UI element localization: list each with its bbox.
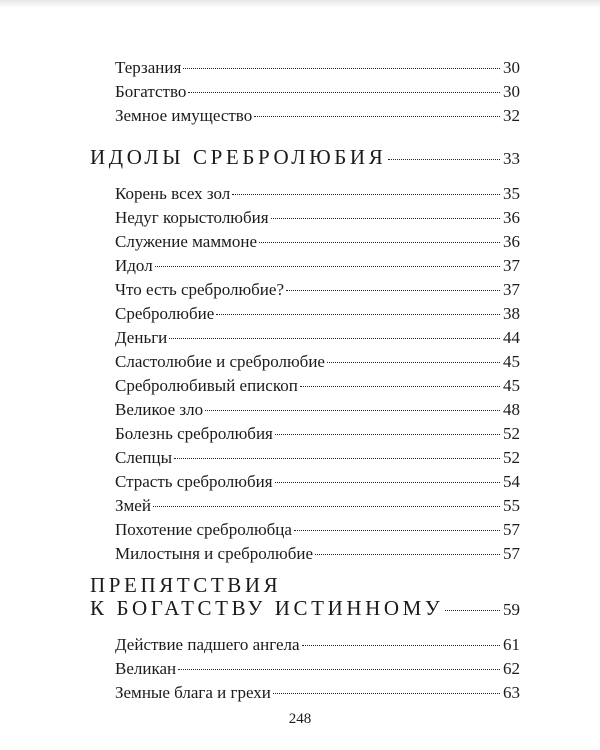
toc-entry[interactable]	[115, 543, 520, 565]
dot-leader	[327, 362, 500, 363]
toc-entry-page: 36	[503, 208, 520, 227]
toc-entry-page: 36	[503, 232, 520, 251]
dot-leader	[153, 506, 500, 507]
dot-leader	[302, 645, 500, 646]
toc-entry-title: Деньги	[115, 328, 168, 347]
toc-section-page: 59	[503, 600, 520, 619]
toc-entry[interactable]	[115, 658, 520, 680]
toc-entry[interactable]	[115, 634, 520, 656]
toc-entry-title: Болезнь сребролюбия	[115, 424, 273, 443]
dot-leader	[169, 338, 500, 339]
toc-entry-title: Великан	[115, 659, 177, 678]
toc-entry[interactable]	[115, 183, 520, 205]
toc-entry[interactable]	[115, 495, 520, 517]
toc-entry-title: Похотение сребролюбца	[115, 520, 292, 539]
toc-entry-page: 37	[503, 280, 520, 299]
toc-entry-page: 45	[503, 352, 520, 371]
dot-leader	[275, 482, 500, 483]
toc-entry-title: Сребролюбивый епископ	[115, 376, 298, 395]
dot-leader	[155, 266, 500, 267]
dot-leader	[254, 116, 500, 117]
toc-entry[interactable]	[115, 682, 520, 704]
toc-entry[interactable]	[115, 471, 520, 493]
toc-entry-title: Сребролюбие	[115, 304, 215, 323]
dot-leader	[294, 530, 500, 531]
toc-section-title-line1[interactable]: ПРЕПЯТСТВИЯ	[90, 573, 282, 597]
dot-leader	[273, 693, 500, 694]
toc-entry[interactable]	[115, 207, 520, 229]
toc-entry-page: 63	[503, 683, 520, 702]
toc-entry[interactable]	[115, 105, 520, 127]
toc-section-title: ИДОЛЫ СРЕБРОЛЮБИЯ	[90, 145, 387, 169]
toc-entry-page: 61	[503, 635, 520, 654]
dot-leader	[445, 610, 500, 611]
toc-entry-page: 55	[503, 496, 520, 515]
toc-entry-page: 30	[503, 82, 520, 101]
toc-entry-page: 52	[503, 424, 520, 443]
toc-entry-title: Идол	[115, 256, 153, 275]
dot-leader	[232, 194, 500, 195]
toc-entry[interactable]	[115, 399, 520, 421]
toc-section-heading[interactable]	[90, 597, 520, 621]
toc-entry-title: Страсть сребролюбия	[115, 472, 273, 491]
toc-entry-page: 57	[503, 520, 520, 539]
toc-entry[interactable]	[115, 351, 520, 373]
toc-entry[interactable]	[115, 279, 520, 301]
toc-section-heading[interactable]	[90, 146, 520, 170]
toc-entry[interactable]	[115, 57, 520, 79]
dot-leader	[188, 92, 500, 93]
toc-section-page: 33	[503, 149, 520, 168]
toc-entry-title: Богатство	[115, 82, 187, 101]
toc-entry-title: Сластолюбие и сребролюбие	[115, 352, 325, 371]
toc-entry-page: 44	[503, 328, 520, 347]
toc-entry[interactable]	[115, 375, 520, 397]
toc-entry-title: Действие падшего ангела	[115, 635, 300, 654]
toc-entry-title: Слепцы	[115, 448, 172, 467]
dot-leader	[300, 386, 500, 387]
toc-entry-page: 48	[503, 400, 520, 419]
toc-entry-page: 38	[503, 304, 520, 323]
toc-entry-title: Земное имущество	[115, 106, 253, 125]
toc-entry-title: Великое зло	[115, 400, 204, 419]
toc-entry-page: 54	[503, 472, 520, 491]
toc-entry-page: 45	[503, 376, 520, 395]
dot-leader	[271, 218, 500, 219]
toc-entry[interactable]	[115, 81, 520, 103]
toc-entry-title: Змей	[115, 496, 151, 515]
toc-entry[interactable]	[115, 423, 520, 445]
page-number: 248	[288, 711, 312, 727]
dot-leader	[183, 68, 500, 69]
toc-section-title-line2: К БОГАТСТВУ ИСТИННОМУ	[90, 596, 444, 620]
toc-entry-page: 37	[503, 256, 520, 275]
dot-leader	[388, 159, 500, 160]
toc-entry-page: 62	[503, 659, 520, 678]
toc-entry[interactable]	[115, 303, 520, 325]
dot-leader	[275, 434, 500, 435]
toc-entry-page: 52	[503, 448, 520, 467]
dot-leader	[259, 242, 500, 243]
toc-entry[interactable]	[115, 519, 520, 541]
toc-entry-title: Земные блага и грехи	[115, 683, 271, 702]
toc-entry[interactable]	[115, 327, 520, 349]
toc-entry-title: Милостыня и сребролюбие	[115, 544, 314, 563]
toc-entry-title: Корень всех зол	[115, 184, 231, 203]
toc-entry-title: Что есть сребролюбие?	[115, 280, 284, 299]
dot-leader	[178, 669, 500, 670]
toc-entry-title: Недуг корыстолюбия	[115, 208, 269, 227]
toc-entry-page: 30	[503, 58, 520, 77]
dot-leader	[174, 458, 500, 459]
toc-entry-page: 32	[503, 106, 520, 125]
toc-entry-title: Терзания	[115, 58, 182, 77]
toc-entry[interactable]	[115, 447, 520, 469]
toc-entry-page: 57	[503, 544, 520, 563]
dot-leader	[286, 290, 500, 291]
dot-leader	[216, 314, 500, 315]
toc-entry-title: Служение маммоне	[115, 232, 258, 251]
toc-entry[interactable]	[115, 231, 520, 253]
dot-leader	[315, 554, 500, 555]
toc-entry-page: 35	[503, 184, 520, 203]
toc-entry[interactable]	[115, 255, 520, 277]
dot-leader	[205, 410, 500, 411]
